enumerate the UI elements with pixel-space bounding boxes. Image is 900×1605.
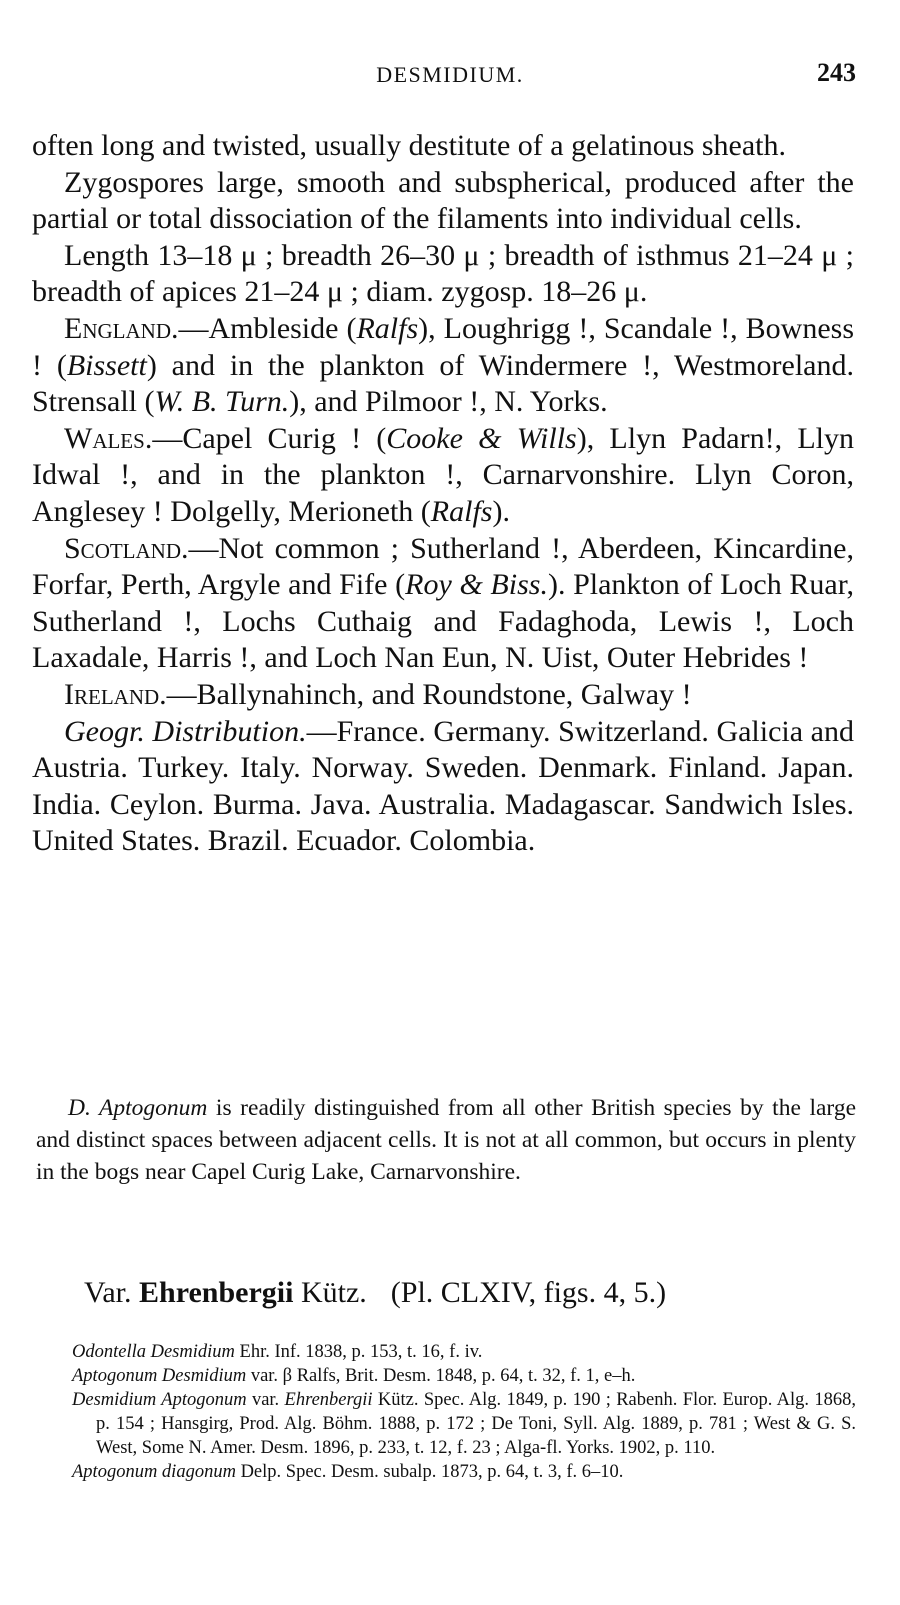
locality-wales: Wales.—Capel Curig ! (Cooke & Wills), Llyn Padarn!, Llyn Idwal !, and in the plankton !, Carnarvonshire. Llyn Coron, Anglesey ! Dolgelly, Merioneth (Ralfs). [32,421,854,528]
synonymy-references [72,1340,856,1484]
dimensions-paragraph: Length 13–18 μ ; breadth 26–30 μ ; breadth of isthmus 21–24 μ ; breadth of apices 21–24 μ ; diam. zygosp. 18–26 μ. [32,238,854,309]
region-label: Scotland. [64,531,189,565]
reference-entry: Odontella Desmidium Ehr. Inf. 1838, p. 153, t. 16, f. iv. [72,1342,483,1362]
reference-entry: Desmidium Aptogonum var. Ehrenbergii Kütz. Spec. Alg. 1849, p. 190 ; Rabenh. Flor. Europ. Alg. 1868, p. 154 ; Hansgirg, Prod. Alg. Böhm. 1888, p. 172 ; De Toni, Syll. Alg. 1889, p. 781 ; West & G. S. West, Some N. Amer. Desm. 1896, p. 233, t. 12, f. 23 ; Alga-fl. Yorks. 1902, p. 110. [72,1390,856,1458]
region-label: Wales. [64,421,153,455]
locality-england: England.—Ambleside (Ralfs), Loughrigg !, Scandale !, Bowness ! (Bissett) and in the plankton of Windermere !, Westmoreland. Strensall (W. B. Turn.), and Pilmoor !, N. Yorks. [32,311,855,419]
locality-scotland: Scotland.—Not common ; Sutherland !, Aberdeen, Kincardine, Forfar, Perth, Argyle and Fife (Roy & Biss.). Plankton of Loch Ruar, Sutherland !, Lochs Cuthaig and Fadaghoda, Lewis !, Loch Laxadale, Harris !, and Loch Nan Eun, N. Uist, Outer Hebrides ! [32,531,854,675]
description-continuation: often long and twisted, usually destitute of a gelatinous sheath. [32,129,787,162]
distribution-label: Geogr. Distribution. [64,714,307,748]
locality-ireland: Ireland.—Ballynahinch, and Roundstone, Galway ! [64,677,692,711]
region-label: England. [64,311,179,345]
page-header [0,58,900,94]
region-label: Ireland. [64,677,167,711]
variety-heading: Var. Ehrenbergii Kütz. (Pl. CLXIV, figs. 4, 5.) [84,1276,667,1309]
zygospores-paragraph: Zygospores large, smooth and subspherical, produced after the partial or total dissociation of the filaments into individual cells. [32,165,854,236]
species-note: D. Aptogonum is readily distinguished from all other British species by the large and distinct spaces between adjacent cells. It is not at all common, but occurs in plenty in the bogs near Capel Curig Lake, Carnarvonshire. [36,1095,856,1185]
note-species-name: D. Aptogonum [68,1095,208,1121]
running-title: DESMIDIUM. [376,62,524,87]
plate-reference: (Pl. CLXIV, figs. 4, 5.) [390,1276,667,1309]
variety-name: Ehrenbergii [139,1276,294,1309]
geographic-distribution: Geogr. Distribution.—France. Germany. Switzerland. Galicia and Austria. Turkey. Italy. Norway. Sweden. Denmark. Finland. Japan. India. Ceylon. Burma. Java. Australia. Madagascar. Sandwich Isles. United States. Brazil. Ecuador. Colombia. [32,714,854,858]
page-number: 243 [817,58,856,87]
reference-entry: Aptogonum diagonum Delp. Spec. Desm. subalp. 1873, p. 64, t. 3, f. 6–10. [72,1462,624,1482]
reference-entry: Aptogonum Desmidium var. β Ralfs, Brit. Desm. 1848, p. 64, t. 32, f. 1, e–h. [72,1366,636,1386]
species-description [32,128,854,860]
